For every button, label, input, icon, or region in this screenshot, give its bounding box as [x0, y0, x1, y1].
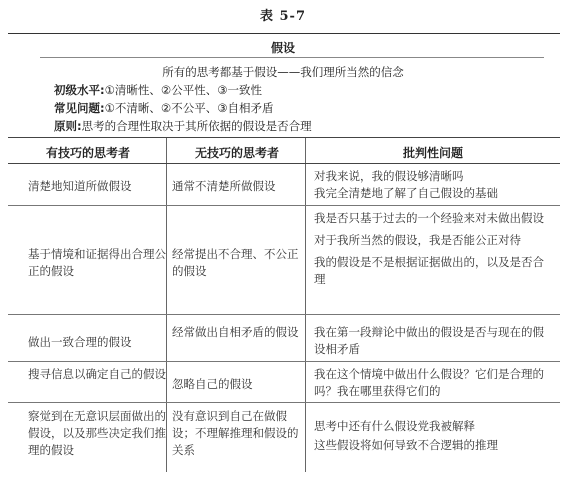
cell-text: 经常提出不合理、不公正的假设	[172, 247, 299, 278]
question-text: 我是否只基于过去的一个经验来对未做出假设	[314, 211, 544, 225]
cell-unskilled	[172, 178, 302, 195]
cell-text: 搜寻信息以确定自己的假设	[28, 367, 166, 381]
problems-label: 常见问题:	[54, 101, 105, 115]
cell-text: 做出一致合理的假设	[28, 335, 132, 349]
cell-questions	[314, 418, 546, 454]
cell-skilled	[28, 334, 168, 351]
cell-skilled	[28, 366, 168, 383]
cell-questions	[314, 210, 546, 288]
question-text: 我的假设是不是根据证据做出的，以及是否合理	[314, 255, 544, 286]
cell-skilled	[28, 408, 168, 459]
levels-label: 初级水平:	[54, 83, 105, 97]
question-text: 思考中还有什么假设党我被解释	[314, 419, 475, 433]
row-divider	[8, 402, 560, 403]
col-header-questions: 批判性问题	[402, 146, 463, 160]
problems-text: ①不清晰、②不公平、③自相矛盾	[104, 101, 274, 115]
cell-questions	[314, 168, 546, 202]
levels-line	[54, 82, 554, 98]
cell-unskilled	[172, 376, 302, 393]
col-header-unskilled: 无技巧的思考者	[194, 146, 279, 160]
cell-questions	[314, 324, 546, 358]
cell-text: 没有意识到自己在做假设；不理解推理和假设的关系	[172, 409, 299, 457]
cell-unskilled	[172, 324, 302, 341]
row-divider	[8, 205, 560, 206]
row-divider	[8, 314, 560, 315]
problems-line	[54, 100, 554, 116]
question-text: 这些假设将如何导致不合逻辑的推理	[314, 438, 498, 452]
col-header-skilled: 有技巧的思考者	[45, 146, 130, 160]
question-text: 我完全清楚地了解了自己假设的基础	[314, 186, 498, 200]
principle-line	[54, 118, 554, 134]
table-caption: 表 5-7	[259, 9, 306, 24]
cell-unskilled	[172, 246, 302, 280]
cell-text: 忽略自己的假设	[172, 377, 253, 391]
cell-text: 察觉到在无意识层面做出的假设，以及那些决定我们推理的假设	[28, 409, 166, 457]
cell-skilled	[28, 178, 168, 195]
question-text: 我在第一段辩论中做出的假设是否与现在的假设相矛盾	[314, 325, 544, 356]
levels-text: ①清晰性、②公平性、③一致性	[104, 83, 263, 97]
cell-unskilled	[172, 408, 302, 459]
question-text: 对于我所当然的假设，我是否能公正对待	[314, 233, 521, 247]
table-subject: 假设	[270, 41, 295, 55]
top-rule	[8, 33, 560, 34]
header-rule	[8, 137, 560, 138]
row-divider	[8, 361, 560, 362]
cell-text: 基于情境和证据得出合理公正的假设	[28, 247, 166, 278]
definition-text: 所有的思考都基于假设——我们理所当然的信念	[162, 65, 404, 79]
definition-line	[0, 64, 566, 80]
column-divider	[305, 138, 306, 472]
subject-divider	[40, 57, 544, 58]
cell-questions	[314, 366, 546, 400]
header-bottom-rule	[8, 163, 560, 164]
question-text: 我在这个情境中做出什么假设？它们是合理的吗？我在哪里获得它们的	[314, 367, 544, 398]
cell-text: 通常不清楚所做假设	[172, 179, 276, 193]
principle-text: 思考的合理性取决于其所依据的假设是否合理	[81, 119, 312, 133]
question-text: 对我来说，我的假设够清晰吗	[314, 169, 464, 183]
principle-label: 原则:	[54, 119, 82, 133]
cell-text: 清楚地知道所做假设	[28, 179, 132, 193]
cell-text: 经常做出自相矛盾的假设	[172, 325, 299, 339]
cell-skilled	[28, 246, 168, 280]
